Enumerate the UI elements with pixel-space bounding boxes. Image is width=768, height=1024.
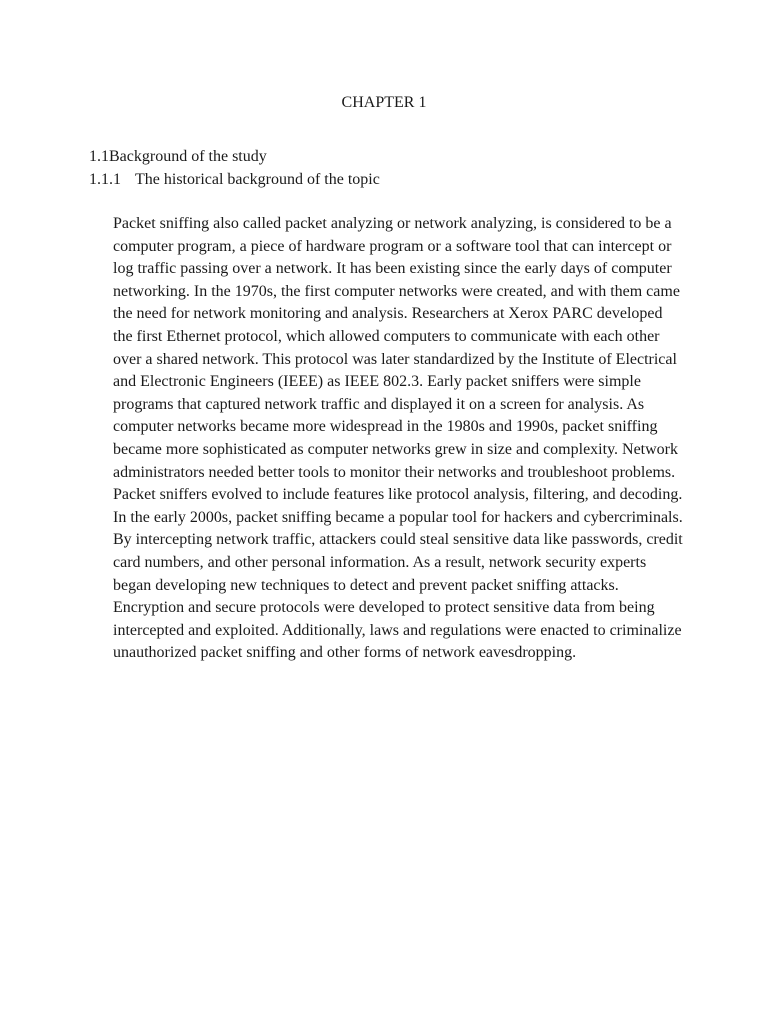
chapter-title: CHAPTER 1	[341, 94, 427, 111]
section-heading	[89, 146, 267, 168]
subsection-title: The historical background of the topic	[135, 171, 380, 188]
section-title: Background of the study	[109, 148, 267, 165]
section-number: 1.1	[89, 148, 109, 165]
subsection-heading	[89, 169, 380, 191]
subsection-number: 1.1.1	[89, 171, 121, 188]
paragraph: Packet sniffing also called packet analyzing or network analyzing, is considered to be a computer program, a piece of hardware program or a software tool that can intercept or log traffic passing over a network. It has been existing since the early days of computer networking. In the 1970s, the first computer networks were created, and with them came the need for network monitoring and analysis. Researchers at Xerox PARC developed the first Ethernet protocol, which allowed computers to communicate with each other over a shared network. This protocol was later standardized by the Institute of Electrical and Electronic Engineers (IEEE) as IEEE 802.3. Early packet sniffers were simple programs that captured network traffic and displayed it on a screen for analysis. As computer networks became more widespread in the 1980s and 1990s, packet sniffing became more sophisticated as computer networks grew in size and complexity. Network administrators needed better tools to monitor their networks and troubleshoot problems. Packet sniffers evolved to include features like protocol analysis, filtering, and decoding.	[113, 215, 683, 504]
paragraph: In the early 2000s, packet sniffing became a popular tool for hackers and cybercriminals. By intercepting network traffic, attackers could steal sensitive data like passwords, credit card numbers, and other personal information. As a result, network security experts began developing new techniques to detect and prevent packet sniffing attacks. Encryption and secure protocols were developed to protect sensitive data from being intercepted and exploited. Additionally, laws and regulations were enacted to criminalize unauthorized packet sniffing and other forms of network eavesdropping.	[113, 508, 683, 662]
body-text	[113, 213, 683, 665]
